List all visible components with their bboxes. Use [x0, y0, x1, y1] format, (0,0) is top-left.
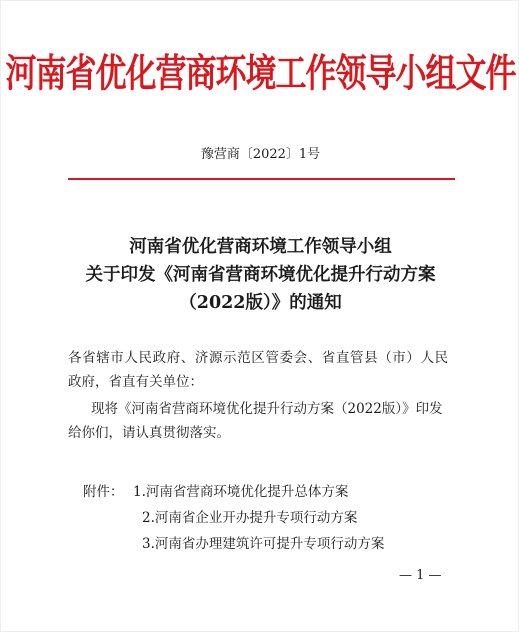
- attachment-item-1: 1.河南省营商环境优化提升总体方案: [133, 484, 349, 500]
- attachment-item-2: 2.河南省企业开办提升专项行动方案: [142, 510, 358, 526]
- attachments-label: 附件：: [83, 484, 124, 500]
- attachment-item-3: 3.河南省办理建筑许可提升专项行动方案: [142, 536, 385, 552]
- title-line-2: 关于印发《河南省营商环境优化提升行动方案: [85, 265, 436, 285]
- title-line-3: （2022版）》的通知: [179, 293, 342, 313]
- recipients-line-2: 政府，省直有关单位：: [68, 374, 203, 390]
- recipients-line-1: 各省辖市人民政府、济源示范区管委会、省直管县（市）人民: [68, 350, 449, 366]
- body-paragraph-line-1: 现将《河南省营商环境优化提升行动方案（2022版）》印发: [91, 401, 443, 417]
- document-number: 豫营商〔2022〕1号: [200, 147, 321, 162]
- body-paragraph-line-2: 给你们，请认真贯彻落实。: [68, 425, 230, 441]
- red-separator-rule: [68, 178, 455, 180]
- document-masthead: 河南省优化营商环境工作领导小组文件: [5, 51, 516, 97]
- title-line-1: 河南省优化营商环境工作领导小组: [129, 237, 392, 257]
- page-number: — 1 —: [399, 568, 442, 583]
